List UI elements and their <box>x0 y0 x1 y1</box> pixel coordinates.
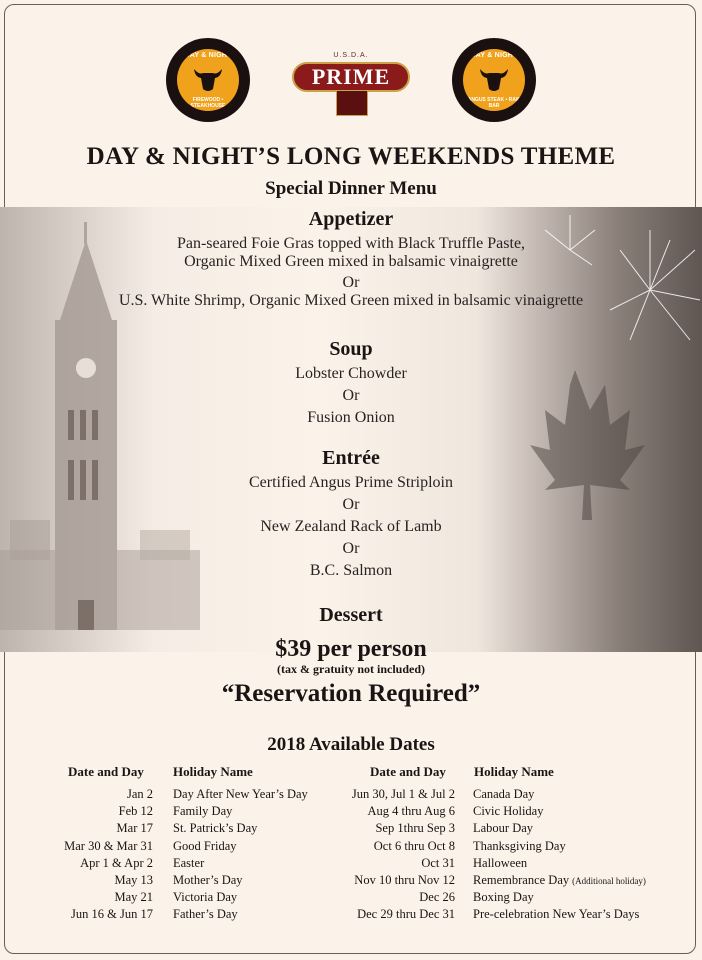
holiday-cell: Victoria Day <box>173 890 238 905</box>
date-cell: Nov 10 thru Nov 12 <box>354 872 455 887</box>
holiday-cell: Thanksgiving Day <box>473 838 566 853</box>
date-cell: Sep 1thru Sep 3 <box>375 821 455 836</box>
date-cell: May 13 <box>114 872 153 887</box>
prime-badge-icon <box>336 90 368 116</box>
table-row <box>50 803 330 820</box>
reservation-note: “Reservation Required” <box>221 680 481 707</box>
table-row <box>50 889 330 906</box>
holiday-cell: Canada Day <box>473 787 535 801</box>
table-row <box>333 889 673 906</box>
date-cell: Oct 6 thru Oct 8 <box>373 838 455 853</box>
holiday-cell: Civic Holiday <box>473 804 544 819</box>
date-cell: Mar 30 & Mar 31 <box>64 838 153 853</box>
table-row <box>333 820 673 837</box>
day-night-steakhouse-logo: DAY & NIGHT FIREWOOD • STEAKHOUSE <box>166 38 250 122</box>
date-cell: Feb 12 <box>118 804 153 819</box>
page-subtitle: Special Dinner Menu <box>265 178 437 199</box>
soup-heading: Soup <box>329 338 373 360</box>
dates-title: 2018 Available Dates <box>267 734 435 755</box>
soup-section <box>0 338 702 427</box>
holiday-column-header: Holiday Name <box>474 764 554 779</box>
date-cell: Oct 31 <box>421 855 455 870</box>
holiday-cell: Easter <box>173 855 205 870</box>
table-row <box>50 872 330 889</box>
entree-heading: Entrée <box>322 447 380 469</box>
table-row <box>333 906 673 923</box>
appetizer-heading: Appetizer <box>308 208 394 230</box>
dessert-section <box>0 604 702 627</box>
date-cell: May 21 <box>114 890 153 905</box>
date-cell: Jun 30, Jul 1 & Jul 2 <box>351 787 455 801</box>
holiday-cell: Halloween <box>473 855 528 870</box>
table-row <box>50 820 330 837</box>
table-row <box>333 803 673 820</box>
menu-item: Organic Mixed Green mixed in balsamic vinaigrette <box>184 253 518 270</box>
holiday-cell: Mother’s Day <box>173 872 243 887</box>
dates-table-right <box>333 764 673 924</box>
menu-item: Pan-seared Foie Gras topped with Black Truffle Paste, <box>176 235 526 252</box>
table-row <box>50 855 330 872</box>
table-row <box>50 838 330 855</box>
tax-note: (tax & gratuity not included) <box>277 662 425 676</box>
date-cell: Apr 1 & Apr 2 <box>80 855 153 870</box>
holiday-cell: St. Patrick’s Day <box>173 821 258 836</box>
table-row <box>333 838 673 855</box>
day-night-raw-bar-logo: DAY & NIGHT ANGUS STEAK • RAW BAR <box>452 38 536 122</box>
appetizer-section <box>0 208 702 310</box>
dates-table-left <box>50 764 330 924</box>
holiday-cell: Day After New Year’s Day <box>173 787 308 801</box>
price: $39 per person <box>275 636 427 662</box>
holiday-cell: Pre-celebration New Year’s Days <box>473 907 640 922</box>
menu-item: B.C. Salmon <box>309 562 393 579</box>
table-row <box>50 786 330 803</box>
holiday-cell: Good Friday <box>173 838 237 853</box>
menu-or: Or <box>342 540 360 557</box>
menu-or: Or <box>342 387 360 404</box>
holiday-column-header: Holiday Name <box>173 764 253 779</box>
table-row <box>50 906 330 923</box>
date-cell: Aug 4 thru Aug 6 <box>367 804 455 819</box>
holiday-note: (Additional holiday) <box>572 875 646 886</box>
holiday-cell: Remembrance Day <box>473 872 570 887</box>
holiday-cell: Labour Day <box>473 821 534 836</box>
dessert-heading: Dessert <box>319 604 383 626</box>
menu-or: Or <box>342 274 360 291</box>
date-cell: Dec 29 thru Dec 31 <box>357 907 455 922</box>
date-cell: Dec 26 <box>419 890 455 905</box>
usda-prime-logo: U.S.D.A. PRIME <box>292 52 410 114</box>
menu-or: Or <box>342 496 360 513</box>
table-row <box>333 855 673 872</box>
bull-icon <box>477 65 511 93</box>
bull-icon <box>191 65 225 93</box>
menu-item: New Zealand Rack of Lamb <box>260 518 442 535</box>
menu-item: Fusion Onion <box>307 409 395 426</box>
date-column-header: Date and Day <box>68 764 144 779</box>
holiday-cell: Father’s Day <box>173 907 238 922</box>
menu-item: U.S. White Shrimp, Organic Mixed Green mixed in balsamic vinaigrette <box>118 292 584 309</box>
table-row <box>333 786 673 803</box>
date-cell: Jun 16 & Jun 17 <box>71 907 153 922</box>
page-title: DAY & NIGHT’S LONG WEEKENDS THEME <box>86 143 616 170</box>
menu-item: Certified Angus Prime Striploin <box>249 474 453 491</box>
holiday-cell: Family Day <box>173 804 233 819</box>
date-cell: Mar 17 <box>116 821 153 836</box>
menu-item: Lobster Chowder <box>295 365 407 382</box>
date-cell: Jan 2 <box>126 787 153 801</box>
date-column-header: Date and Day <box>370 764 446 779</box>
holiday-cell: Boxing Day <box>473 890 534 905</box>
table-row <box>333 872 673 889</box>
entree-section <box>0 447 702 580</box>
